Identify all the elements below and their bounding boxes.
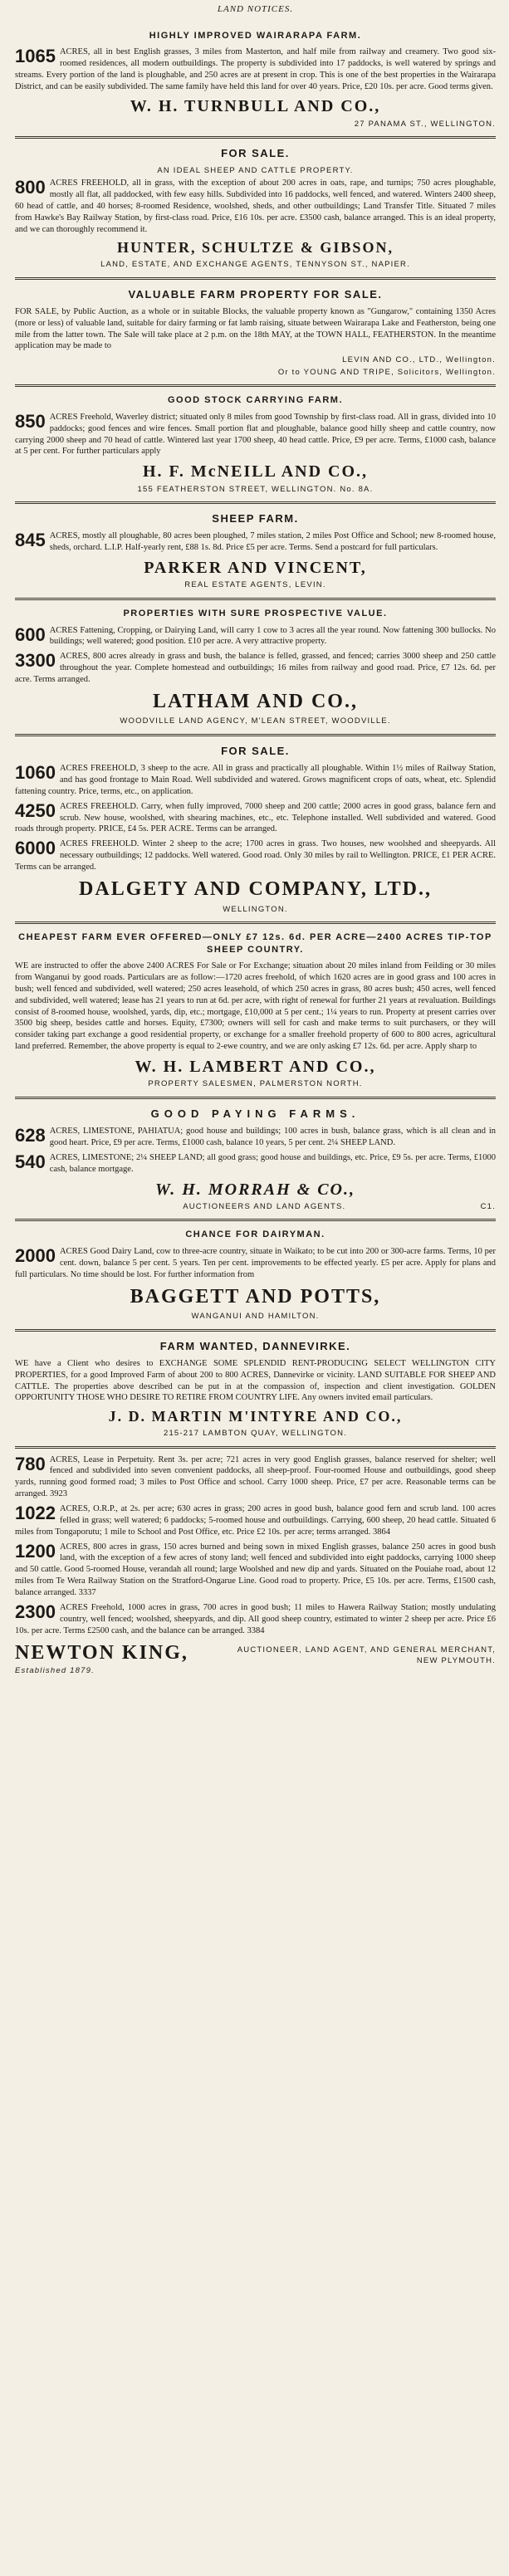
ad-subheadline: AN IDEAL SHEEP AND CATTLE PROPERTY. <box>157 165 354 175</box>
acreage: 628 <box>15 1125 46 1146</box>
agent-name: W. H. LAMBERT AND CO., <box>135 1058 376 1076</box>
agent-name: W. H. MORRAH & CO., <box>155 1180 355 1199</box>
acreage: 780 <box>15 1453 46 1474</box>
ad-headline: VALUABLE FARM PROPERTY FOR SALE. <box>128 287 383 301</box>
ad-headline: FOR SALE. <box>221 745 290 757</box>
ad-morrah <box>15 1099 496 1220</box>
ad-martin-mcintyre <box>15 1332 496 1446</box>
ad-headline: FARM WANTED, DANNEVIRKE. <box>159 1339 351 1352</box>
ad-body: WE are instructed to offer the above 2400 ACRES For Sale or For Exchange; situation about 20 miles inland from Feilding or 30 miles from Wanganui by good roads. Particulars are as follow:—1720 acres freehold, of which 1620 acres are in good grass and 100 acres in bush; well fenced and subdivided, well watered; 250 acres leasehold, of which 250 acres in grass, 80 acres bush; 450 acres, well fenced and subdivided, well watered; lease has 21 years to run at 6d. per acre, with right of renewal for further 21 years at revaluation. Buildings consist of 8-roomed house, woolshed, yards, dip, etc.; mortgage, £10,000 at 5 per cent.; 1¼ years to run. Property at present carries over 3500 big sheep, besides cattle and horses. Equity, £7300; owners will sell for cash and make terms to suit purchasers, or they will consider taking part exchange a good residential property, or exchange for a smaller freehold property of 600 to 800 acres, agricultural land preferred. Remember, the above property is equal to 2-ewe country, and we are only asking £7 12s. 6d. per acre. Apply sharp to <box>15 961 496 1052</box>
acreage: 1065 <box>15 46 56 67</box>
lot-body: ACRES, 800 acres in grass, 150 acres burned and being sown in mixed English grasses, balance 250 acres in good bush land, with the exception of a few acres of stony land; well fenced and subdivided into eight paddocks, carrying 1000 sheep and 50 cattle. Good 5-roomed House, verandah all round; large Woolshed and new dip and yards. Situated on the Pouiahe road, about 12 miles from Te Wera Railway Station on the Stratford-Ongarue Line. Good road to property. Price, £5 10s. per acre. Terms, £1500 cash, balance arranged. 3337 <box>15 1542 496 1598</box>
ad-hunter-schultze <box>15 139 496 276</box>
acreage: 1200 <box>15 1540 56 1562</box>
agent-address: LAND, ESTATE, AND EXCHANGE AGENTS, TENNYSON ST., NAPIER. <box>100 260 410 270</box>
established-note: Established 1879. <box>15 1666 95 1676</box>
agent-address: REAL ESTATE AGENTS, LEVIN. <box>184 580 326 590</box>
ad-body: ACRES Freehold, Waverley district; situated only 8 miles from good Township by first-class road. All in grass, divided into 10 paddocks; good fences and wire fences. Small portion flat and ploughable, balance good hilly sheep and cattle country, now carrying 2000 sheep and 70 head of cattle. Wintered last year 1700 sheep, 40 head cattle. Price, £9 per acre. Terms, £1000 cash, balance at 5 per cent. For further particulars apply <box>15 412 496 457</box>
section-header: LAND NOTICES. <box>217 4 294 14</box>
acreage: 600 <box>15 623 46 645</box>
agent-address: 215-217 LAMBTON QUAY, WELLINGTON. <box>163 1429 348 1439</box>
acreage: 845 <box>15 530 46 551</box>
ad-headline: GOOD PAYING FARMS. <box>150 1107 360 1120</box>
agent-location: NEW PLYMOUTH. <box>416 1655 496 1665</box>
lot-body: ACRES, 800 acres already in grass and bush, the balance is felled, grassed, and fenced; carries 3000 sheep and 250 cattle throughout the year. Complete homestead and outbuildings; 16 miles from railway and good road. Price, £7 12s. 6d. per acre. Terms arranged. <box>15 652 496 684</box>
ad-body: ACRES Good Dairy Land, cow to three-acre country, situate in Waikato; to be cut into 200 or 300-acre farms. Terms, 10 per cent. down, balance 5 per cent. 5 years. Ten per cent. improvements to be effected yearly. £5 per acre. Apply for plans and full particulars. No time should be lost. For further information from <box>15 1246 496 1279</box>
agent-address: WELLINGTON. <box>223 904 288 914</box>
acreage: 4250 <box>15 799 56 821</box>
ad-headline: PROPERTIES WITH SURE PROSPECTIVE VALUE. <box>123 608 388 618</box>
acreage: 6000 <box>15 838 56 859</box>
ad-headline: HIGHLY IMPROVED WAIRARAPA FARM. <box>149 30 362 41</box>
agent-name: NEWTON KING, <box>15 1641 188 1664</box>
ad-mcneill <box>15 387 496 501</box>
acreage: 1060 <box>15 762 56 784</box>
agent-name: PARKER AND VINCENT, <box>144 559 367 578</box>
agent-name: LATHAM AND CO., <box>153 690 358 712</box>
ad-body: ACRES FREEHOLD, all in grass, with the exception of about 200 acres in oats, rape, and turnips; 750 acres ploughable, mostly all flat, all paddocked, with few easy hills. Subdivided into 16 paddocks, well fenced, and watered. Winters 2400 sheep, 60 head of cattle, and 40 horses; 8-roomed Residence, woolshed, sheds, and other outbuildings; Land Transfer Title. Situated 7 miles from Hawke's Bay Railway Station, by first-class road. Price, £16 10s. per acre. £3500 cash, balance arranged. This is an ideal property, and we can thoroughly recommend it. <box>15 178 496 234</box>
ad-gungarow <box>15 280 496 385</box>
lot-body: ACRES, LIMESTONE, PAHIATUA; good house and buildings; 100 acres in bush, balance grass, which is all clean and in good heart. Price, £9 per acre. Terms, £1000 cash, balance 10 years, 5 per cent. 2¼ SHEEP LAND. <box>49 1127 496 1147</box>
agent-address: 27 PANAMA ST., WELLINGTON. <box>354 119 496 129</box>
ad-body: WE have a Client who desires to EXCHANGE SOME SPLENDID RENT-PRODUCING SELECT WELLINGTON CITY PROPERTIES, for a good Improved Farm of about 200 to 800 ACRES, Dannevirke or vicinity. LAND SUITABLE FOR SHEEP AND CATTLE. The properties above described can be put in at the compassion of, inspection and client investigation. GOLDEN OPPORTUNITY THOSE WHO DESIRE TO RETIRE FROM COUNTRY LIFE. Any owners invited email particulars. <box>15 1358 496 1403</box>
lot-body: ACRES FREEHOLD, 3 sheep to the acre. All in grass and practically all ploughable. Within 1½ miles of Railway Station, and has good frontage to Main Road. Well subdivided and watered. Grows magnificent crops of oats, wheat, etc. Splendid fattening country. Price, terms, etc., on application. <box>15 764 496 796</box>
agent-name: HUNTER, SCHULTZE & GIBSON, <box>117 239 394 257</box>
ad-dalgety <box>15 736 496 921</box>
ad-latham <box>15 600 496 734</box>
lot-body: ACRES Fattening, Cropping, or Dairying Land, will carry 1 cow to 3 acres all the year round. Now fattening 300 bullocks. No buildings; well watered; good position. £10 per acre. A very attractive property. <box>49 625 496 647</box>
acreage: 800 <box>15 177 46 198</box>
agent-address: PROPERTY SALESMEN, PALMERSTON NORTH. <box>148 1079 363 1089</box>
agent-name: J. D. MARTIN M'INTYRE AND CO., <box>108 1408 403 1425</box>
ad-body: FOR SALE, by Public Auction, as a whole or in suitable Blocks, the valuable property known as "Gungarow," containing 1350 Acres (more or less) of valuable land, suitable for dairy farming or fat lamb raising, situate between Wairarapa Lake and Featherston, being one mile from the latter town. The Sale will take place at 2 p.m. on the 18th MAY, at the TOWN HALL, FEATHERSTON. In the meantime application may be made to <box>15 306 496 351</box>
ad-body: ACRES, mostly all ploughable, 80 acres been ploughed, 7 miles station, 2 miles Post Office and School; new 8-roomed house, sheds, orchard. L.I.P. Half-yearly rent, £88 1s. 8d. Price £5 per acre. Terms. Send a postcard for full particulars. <box>49 531 496 553</box>
ad-headline: SHEEP FARM. <box>212 512 299 525</box>
ad-baggett-potts <box>15 1221 496 1328</box>
ad-turnbull <box>15 22 496 137</box>
agent-description: AUCTIONEER, LAND AGENT, AND GENERAL MERCHANT, <box>237 1645 496 1655</box>
ad-lambert <box>15 924 496 1097</box>
ad-headline: GOOD STOCK CARRYING FARM. <box>167 395 344 406</box>
lot-body: ACRES FREEHOLD. Winter 2 sheep to the acre; 1700 acres in grass. Two houses, new woolshed and sheepyards. All necessary outbuildings; 12 paddocks. Well watered. Good road. Only 30 miles by rail to Wellington. PRICE, £1 PER ACRE. Terms can be arranged. <box>15 839 496 873</box>
ad-headline: CHANCE FOR DAIRYMAN. <box>185 1229 325 1240</box>
ad-headline: FOR SALE. <box>221 147 290 160</box>
ad-headline: CHEAPEST FARM EVER OFFERED—ONLY £7 12s. 6d. PER ACRE—2400 ACRES TIP-TOP SHEEP COUNTRY. <box>18 932 492 955</box>
agent-address: AUCTIONEERS AND LAND AGENTS. <box>183 1201 346 1211</box>
lot-body: ACRES, Lease in Perpetuity. Rent 3s. per acre; 721 acres in very good English grasses, balance reserved for shelter; well fenced and subdivided into seven convenient paddocks, all sheep-proof. Four-roomed House and outbuildings, good sheep yards, running good formed road; 3 miles to Post Office and school. Carry 1000 sheep. Price, £7 per acre. Reasonable terms can be arranged. 3923 <box>15 1454 496 1499</box>
agent-name: W. H. TURNBULL AND CO., <box>130 97 381 116</box>
ad-parker-vincent <box>15 504 496 598</box>
lot-body: ACRES, LIMESTONE; 2¼ SHEEP LAND; all good grass; good house and buildings, etc. Price, £9 5s. per acre. Terms, £1000 cash, balance mortgage. <box>49 1152 496 1174</box>
acreage: 540 <box>15 1151 46 1172</box>
ad-newton-king <box>15 1449 496 1684</box>
acreage: 2300 <box>15 1601 56 1622</box>
agent-name: H. F. McNEILL AND CO., <box>142 462 369 481</box>
agent-address: WOODVILLE LAND AGENCY, M'LEAN STREET, WOODVILLE. <box>120 716 391 726</box>
contact: Or to YOUNG AND TRIPE, Solicitors, Wellington. <box>277 367 496 377</box>
contact: LEVIN AND CO., LTD., Wellington. <box>342 355 496 365</box>
acreage: 2000 <box>15 1244 56 1266</box>
ad-body: ACRES, all in best English grasses, 3 miles from Masterton, and half mile from railway and creamery. Two good six-roomed residences, all modern outbuildings. The property is subdivided into 17 paddocks, is well watered by springs and streams. Every portion of the land is ploughable, and 250 acres are at present in crop. This is one of the best properties in the Wairarapa District, and can be easily subdivided. The same family have held this land for over 40 years. Price, £20 10s. per acre. Good terms given. <box>15 47 496 91</box>
agent-name: BAGGETT AND POTTS, <box>130 1285 381 1308</box>
lot-body: ACRES Freehold, 1000 acres in grass, 700 acres in good bush; 11 miles to Hawera Railway Station; mostly undulating country, well fenced; woolshed, sheepyards, and dip. All good sheep country, estimated to winter 2 sheep per acre. Price £6 10s. per acre. Terms £2500 cash, and the balance can be arranged. 3384 <box>15 1602 496 1635</box>
agent-name: DALGETY AND COMPANY, LTD., <box>79 877 432 900</box>
acreage: 1022 <box>15 1503 56 1524</box>
lot-body: ACRES FREEHOLD. Carry, when fully improved, 7000 sheep and 200 cattle; 2000 acres in good grass, balance fern and scrub. New house, woolshed, with shearing machines, etc., etc. Telephone installed. Well subdivided and watered. Good roads through property. PRICE, £4 5s. PER ACRE. Terms can be arranged. <box>15 801 496 834</box>
agent-address: WANGANUI AND HAMILTON. <box>191 1312 320 1322</box>
acreage: 3300 <box>15 650 56 672</box>
acreage: 850 <box>15 410 46 432</box>
ad-code: C1. <box>480 1201 496 1211</box>
agent-address: 155 FEATHERSTON STREET, WELLINGTON. No. 8A. <box>137 484 374 494</box>
lot-body: ACRES, O.R.P., at 2s. per acre; 630 acres in grass; 200 acres in good bush, balance good fern and scrub land. 100 acres felled in grass; well watered; 6 paddocks; 5-roomed house and outbuildings. Carrying, 600 sheep, 20 head cattle. Situated 6 miles from Tongaporutu; 1 mile to School and Post Office, etc. Price £2 10s. per acre; terms arranged. 3864 <box>15 1504 496 1537</box>
